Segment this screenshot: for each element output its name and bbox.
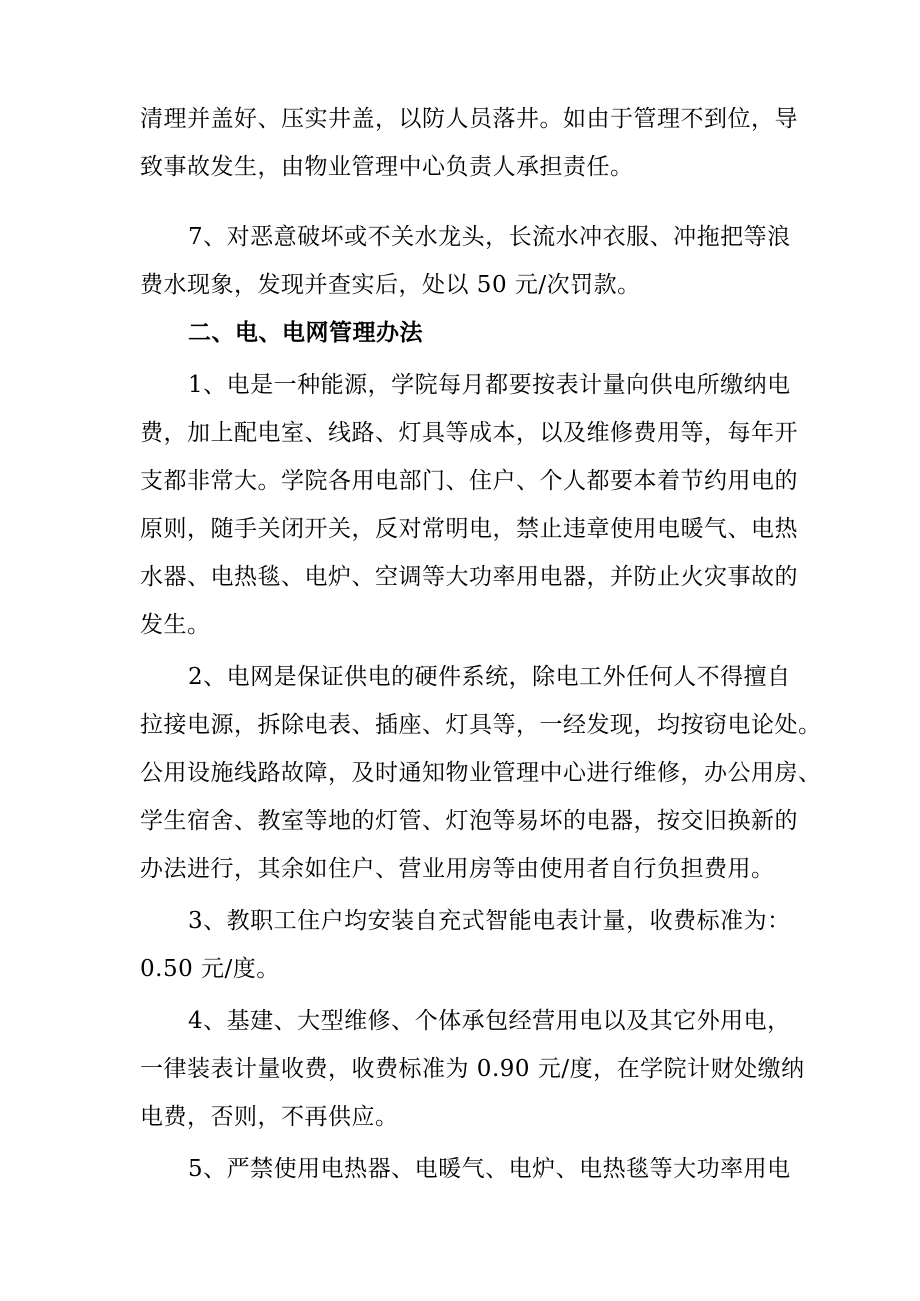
paragraph-item-5 bbox=[140, 1145, 791, 1193]
paragraph-water-well bbox=[140, 95, 798, 191]
text-line: 费，加上配电室、线路、灯具等成本，以及维修费用等，每年开 bbox=[140, 420, 798, 446]
text-line: 支都非常大。学院各用电部门、住户、个人都要本着节约用电的 bbox=[140, 468, 798, 494]
text-line: 原则，随手关闭开关，反对常明电，禁止违章使用电暖气、电热 bbox=[140, 516, 798, 542]
text-line: 电费，否则，不再供应。 bbox=[140, 1104, 399, 1130]
text-line: 3、教职工住户均安装自充式智能电表计量，收费标准为： bbox=[188, 908, 791, 934]
text-line: 办法进行，其余如住户、营业用房等由使用者自行负担费用。 bbox=[140, 856, 775, 882]
text-line: 1、电是一种能源，学院每月都要按表计量向供电所缴纳电 bbox=[188, 372, 791, 398]
text-line: 4、基建、大型维修、个体承包经营用电以及其它外用电， bbox=[188, 1008, 791, 1034]
text-line: 5、严禁使用电热器、电暖气、电炉、电热毯等大功率用电 bbox=[188, 1156, 791, 1182]
text-line: 水器、电热毯、电炉、空调等大功率用电器，并防止火灾事故的 bbox=[140, 564, 798, 590]
text-line: 拉接电源，拆除电表、插座、灯具等，一经发现，均按窃电论处。 bbox=[140, 712, 822, 738]
paragraph-item-4 bbox=[140, 997, 805, 1141]
text-line: 费水现象，发现并查实后，处以 50 元/次罚款。 bbox=[140, 272, 641, 298]
paragraph-item-7 bbox=[140, 213, 791, 309]
text-line: 2、电网是保证供电的硬件系统，除电工外任何人不得擅自 bbox=[188, 664, 791, 690]
text-line: 0.50 元/度。 bbox=[140, 956, 280, 982]
text-line: 学生宿舍、教室等地的灯管、灯泡等易坏的电器，按交旧换新的 bbox=[140, 808, 798, 834]
text-line: 公用设施线路故障，及时通知物业管理中心进行维修，办公用房、 bbox=[140, 760, 822, 786]
text-line: 清理并盖好、压实井盖，以防人员落井。如由于管理不到位，导 bbox=[140, 106, 798, 132]
text-line: 7、对恶意破坏或不关水龙头，长流水冲衣服、冲拖把等浪 bbox=[188, 224, 791, 250]
paragraph-item-2 bbox=[140, 653, 822, 893]
document-page bbox=[140, 95, 822, 1193]
paragraph-item-3 bbox=[140, 897, 791, 993]
text-line: 发生。 bbox=[140, 612, 211, 638]
text-line: 一律装表计量收费，收费标准为 0.90 元/度，在学院计财处缴纳 bbox=[140, 1056, 805, 1082]
text-line: 致事故发生，由物业管理中心负责人承担责任。 bbox=[140, 154, 634, 180]
paragraph-item-1 bbox=[140, 361, 798, 649]
section-heading: 二、电、电网管理办法 bbox=[188, 320, 423, 346]
